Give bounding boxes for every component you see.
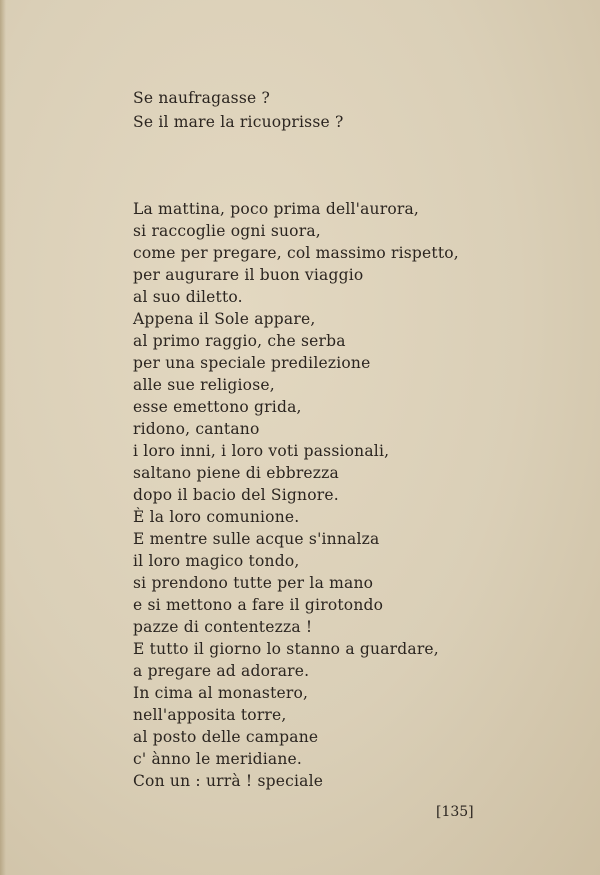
poem-line: al suo diletto.	[133, 288, 243, 306]
page-edge-shadow	[0, 0, 6, 875]
poem-line: esse emettono grida,	[133, 398, 302, 416]
poem-line: Appena il Sole appare,	[133, 310, 316, 328]
poem-line: al primo raggio, che serba	[133, 332, 346, 350]
poem-line: e si mettono a fare il girotondo	[133, 596, 384, 614]
poem-line: ridono, cantano	[133, 420, 260, 438]
poem-line: Con un : urrà ! speciale	[133, 772, 324, 790]
poem-line: nell'apposita torre,	[133, 706, 287, 724]
poem-line: La mattina, poco prima dell'aurora,	[133, 200, 420, 218]
poem-line: Se il mare la ricuoprisse ?	[133, 113, 344, 131]
poem-line: per una speciale predilezione	[133, 354, 371, 372]
poem-line: per augurare il buon viaggio	[133, 266, 364, 284]
poem-line: si raccoglie ogni suora,	[133, 222, 321, 240]
poem-line: al posto delle campane	[133, 728, 319, 746]
poem-line: saltano piene di ebbrezza	[133, 464, 339, 482]
page-number: [135]	[436, 804, 474, 820]
poem-line: il loro magico tondo,	[133, 552, 300, 570]
poem-line: Se naufragasse ?	[133, 89, 270, 107]
poem-line: dopo il bacio del Signore.	[133, 486, 339, 504]
poem-line: alle sue religiose,	[133, 376, 275, 394]
poem-line: E tutto il giorno lo stanno a guardare,	[133, 640, 439, 658]
poem-line: i loro inni, i loro voti passionali,	[133, 442, 390, 460]
poem-line: a pregare ad adorare.	[133, 662, 310, 680]
poem-line: come per pregare, col massimo rispetto,	[133, 244, 459, 262]
poem-line: si prendono tutte per la mano	[133, 574, 374, 592]
poem-line: c' ànno le meridiane.	[133, 750, 303, 768]
poem-line: È la loro comunione.	[133, 508, 300, 526]
poem-line: E mentre sulle acque s'innalza	[133, 530, 380, 548]
poem-line: pazze di contentezza !	[133, 618, 313, 636]
poem-line: In cima al monastero,	[133, 684, 309, 702]
